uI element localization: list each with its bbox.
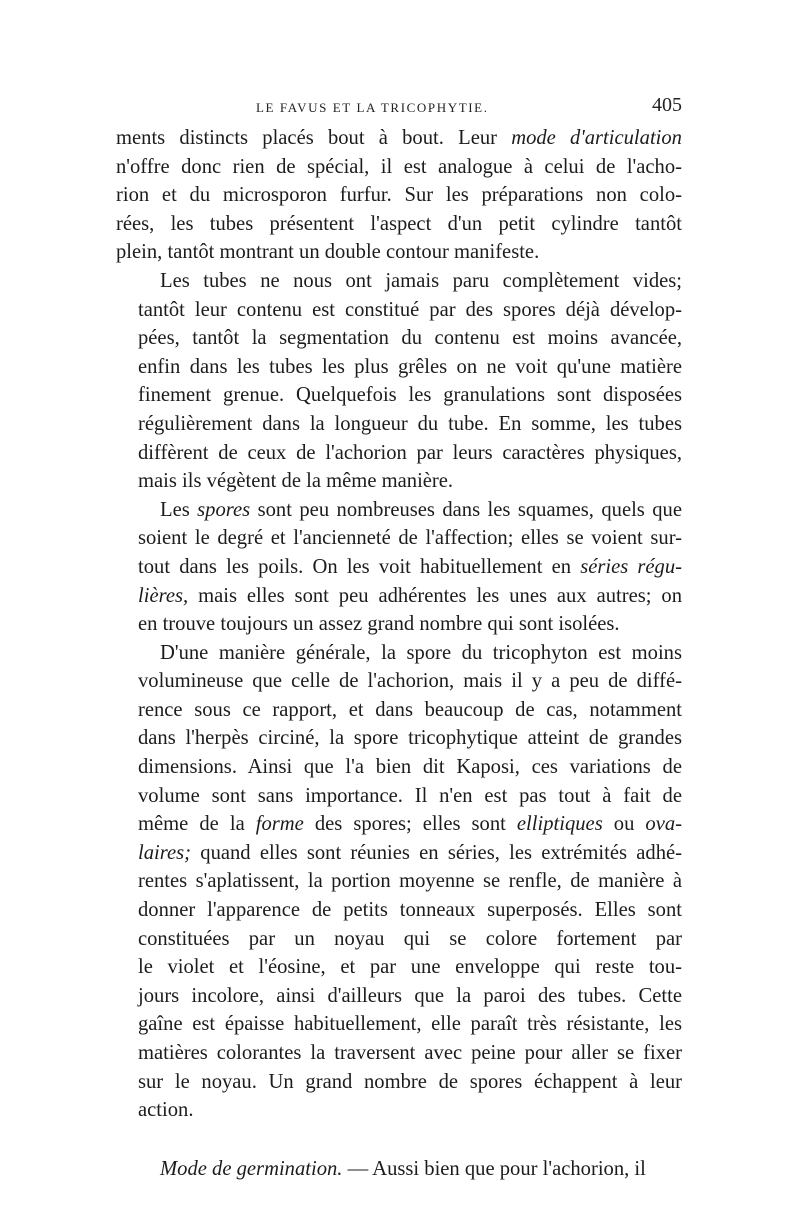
text-line [116, 439, 682, 468]
text-run: dimensions. Ainsi que l'a bien dit Kaposi, ces variations de [138, 756, 682, 779]
text-line [116, 1155, 682, 1184]
text-line [116, 1039, 682, 1068]
text-line [116, 553, 682, 582]
text-run: dans l'herpès circiné, la spore tricophytique atteint de grandes [138, 727, 682, 750]
text-run: Les tubes ne nous ont jamais paru complètement vides; [160, 269, 682, 292]
text-line [116, 181, 682, 210]
text-line [116, 610, 682, 639]
text-line [116, 496, 682, 525]
text-run: volumineuse que celle de l'achorion, mais il y a peu de diffé- [138, 670, 682, 693]
text-run: mais elles sont peu adhérentes les unes aux autres; on [188, 584, 682, 607]
text-run: ments distincts placés bout à bout. Leur [116, 127, 512, 149]
book-page [116, 94, 682, 1183]
text-run: constituées par un noyau qui se colore fortement par [138, 927, 682, 950]
text-line [116, 153, 682, 182]
text-run: — Aussi bien que pour l'achorion, il [342, 1157, 646, 1180]
italic-run: elliptiques [516, 813, 603, 836]
text-run: donner l'apparence de petits tonneaux superposés. Elles sont [138, 899, 682, 922]
text-run: enfin dans les tubes les plus grêles on ne voit qu'une matière [138, 355, 682, 378]
text-run: quand elles sont réunies en séries, les extrémités adhé- [191, 841, 682, 864]
text-run: tantôt leur contenu est constitué par des spores déjà dévelop- [138, 298, 682, 321]
body-text [116, 124, 682, 1183]
text-line [116, 925, 682, 954]
paragraph [116, 267, 682, 496]
text-run: matières colorantes la traversent avec peine pour aller se fixer [138, 1042, 682, 1064]
text-run: même de la [138, 813, 256, 836]
text-run: volume sont sans importance. Il n'en est pas tout à fait de [138, 784, 682, 807]
text-line [116, 381, 682, 410]
text-run: rence sous ce rapport, et dans beaucoup de cas, notamment [138, 698, 682, 721]
text-run: plein, tantôt montrant un double contour manifeste. [116, 241, 540, 264]
text-run: mais ils végètent de la même manière. [138, 470, 454, 493]
italic-run: ova- [645, 813, 682, 836]
text-line [116, 867, 682, 896]
text-run: rentes s'aplatissent, la portion moyenne se renfle, de manière à [138, 870, 682, 893]
text-line [116, 953, 682, 982]
text-line [116, 1068, 682, 1097]
text-line [116, 724, 682, 753]
text-run: Les [160, 498, 198, 521]
text-run: ou [602, 813, 646, 836]
text-run: finement grenue. Quelquefois les granulations sont disposées [138, 384, 682, 407]
paragraph [116, 496, 682, 639]
italic-run: mode d'articulation [511, 127, 682, 149]
text-run: n'offre donc rien de spécial, il est analogue à celui de l'acho- [116, 155, 682, 178]
text-line [116, 810, 682, 839]
text-line [116, 324, 682, 353]
running-header [116, 94, 682, 120]
text-line [116, 524, 682, 553]
text-run: pées, tantôt la segmentation du contenu est moins avancée, [138, 327, 682, 350]
text-run: rion et du microsporon furfur. Sur les préparations non colo- [116, 184, 682, 207]
text-run: tout dans les poils. On les voit habituellement en [138, 555, 581, 578]
text-run: sont peu nombreuses dans les squames, quels que [250, 498, 682, 521]
italic-run: Mode de germination. [160, 1157, 343, 1180]
text-run: régulièrement dans la longueur du tube. En somme, les tubes [138, 412, 682, 435]
running-title: LE FAVUS ET LA TRICOPHYTIE. [256, 100, 489, 115]
italic-run: spores [197, 498, 251, 521]
text-line [116, 896, 682, 925]
text-line [116, 639, 682, 668]
page-number: 405 [652, 94, 682, 116]
text-line [116, 353, 682, 382]
text-line [116, 696, 682, 725]
paragraph [116, 124, 682, 267]
text-line [116, 210, 682, 239]
text-run: jours incolore, ainsi d'ailleurs que la paroi des tubes. Cette [138, 984, 682, 1007]
text-line [116, 839, 682, 868]
italic-run: forme [255, 813, 304, 836]
text-run: action. [138, 1099, 194, 1122]
text-line [116, 667, 682, 696]
text-line [116, 1010, 682, 1039]
paragraph [116, 639, 682, 1125]
text-line [116, 582, 682, 611]
text-line [116, 267, 682, 296]
text-run: en trouve toujours un assez grand nombre qui sont isolées. [138, 613, 620, 636]
text-line [116, 124, 682, 153]
text-run: des spores; elles sont [303, 813, 517, 836]
text-run: rées, les tubes présentent l'aspect d'un petit cylindre tantôt [116, 212, 682, 235]
text-run: sur le noyau. Un grand nombre de spores échappent à leur [138, 1070, 682, 1093]
italic-run: séries régu- [580, 555, 682, 578]
italic-run: laires; [138, 841, 192, 864]
text-line [116, 238, 682, 267]
text-line [116, 753, 682, 782]
text-run: le violet et l'éosine, et par une enveloppe qui reste tou- [138, 956, 682, 979]
text-run: D'une manière générale, la spore du tricophyton est moins [160, 641, 682, 664]
text-run: soient le degré et l'ancienneté de l'affection; elles se voient sur- [138, 527, 682, 550]
text-line [116, 410, 682, 439]
text-line [116, 782, 682, 811]
text-line [116, 296, 682, 325]
text-run: gaîne est épaisse habituellement, elle paraît très résistante, les [138, 1013, 682, 1036]
text-line [116, 1096, 682, 1125]
paragraph [116, 1155, 682, 1184]
text-run: diffèrent de ceux de l'achorion par leurs caractères physiques, [138, 441, 682, 464]
text-line [116, 982, 682, 1011]
italic-run: lières, [138, 584, 189, 607]
text-line [116, 467, 682, 496]
